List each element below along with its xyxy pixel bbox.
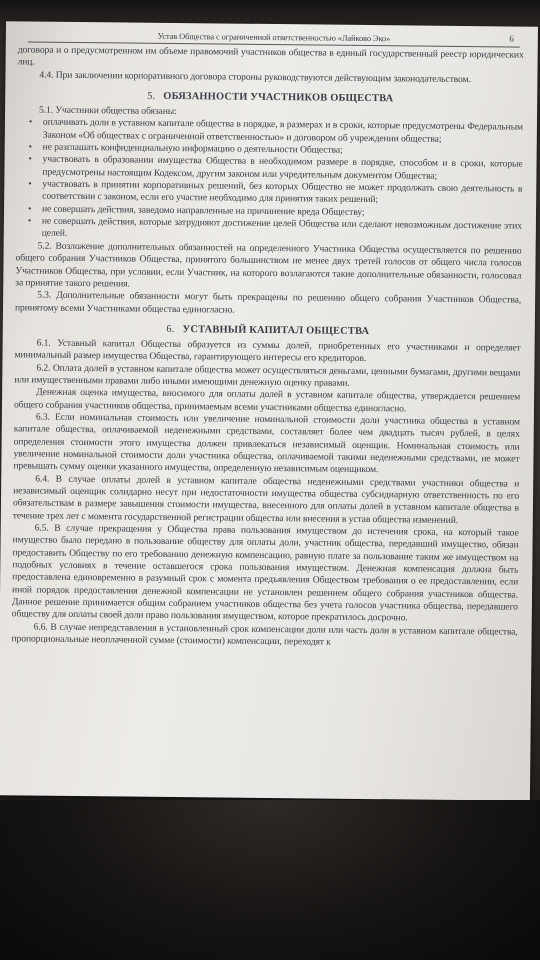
bullet-item: • не совершать действия, которые затрудняют достижение целей Общества или сделают невозможным достижение этих целей. bbox=[16, 215, 522, 245]
section-6-number: 6. bbox=[166, 323, 175, 335]
section-5-number: 5. bbox=[147, 90, 156, 102]
paragraph-6-6: 6.6. В случае непредставления в установленный срок компенсации доли или часть доли в уставном капитале общества, пропорциональные неоплаченной сумме (стоимости) компенсации, переходят к bbox=[11, 621, 518, 648]
paragraph-6-3: 6.3. Если номинальная стоимость или увеличение номинальной стоимости доли участника общества в уставном капитале общества, оплачиваемой неденежными средствами, составляет более чем двадцать тысяч рублей, в целях определения стоимости этого имущества должен привлекаться независимый оценщик. Номинальная стоимость или увеличение номинальной стоимости доли участника общества, оплачиваемой такими неденежными средствами, не может превышать сумму оценки указанного имущества, определенную независимым оценщиком. bbox=[13, 411, 520, 476]
section-6-heading bbox=[15, 321, 521, 339]
paragraph-6-1: 6.1. Уставный капитал Общества образуется из суммы долей, приобретенных его участниками и определяет минимальный размер имущества Общества, гарантирующего интересы его кредиторов. bbox=[14, 337, 521, 365]
intro-paragraph-2: 4.4. При заключении корпоративного договора стороны руководствуются действующим законодательством. bbox=[39, 69, 471, 85]
bullet-item: • не совершать действия, заведомо направленные на причинение вреда Обществу; bbox=[16, 203, 522, 221]
photo-background-bottom bbox=[0, 800, 540, 960]
paragraph-5-3: 5.3. Дополнительные обязанности могут быть прекращены по решению общего собрания Участников Общества, принятому всеми Участниками общества единогласно. bbox=[14, 289, 522, 316]
bullet-item: • не разглашать конфиденциальную информацию о деятельности Общества; bbox=[17, 141, 523, 159]
page-content bbox=[11, 29, 523, 651]
bullet-item: • участвовать в образовании имущества Общества в необходимом размере в порядке, способом и в сроки, которые предусмотрены настоящим Кодексом, другим законом или учредительным документом Общества; bbox=[16, 154, 522, 184]
paragraph-5-2: 5.2. Возложение дополнительных обязанностей на определенного Участника Общества осуществляется по решению общего собрания Участников Общества, принятого большинством не менее двух третей голосов от общего числа голосов Участников Общества, при условии, если Участник, на которого возлагаются такие дополнительные обязанности, голосовал за принятие такого решения. bbox=[15, 240, 522, 290]
section-5-heading bbox=[17, 88, 523, 106]
header-title: Устав Общества с ограниченной ответственностью «Лайково Эко» bbox=[157, 31, 391, 44]
page-number: 6 bbox=[509, 33, 514, 44]
section-6-title: УСТАВНЫЙ КАПИТАЛ ОБЩЕСТВА bbox=[182, 323, 370, 337]
paragraph-6-5: 6.5. В случае прекращения у Общества права пользования имуществом до истечения срока, на который такое имущество было передано в пользование обществу для оплаты доли, участник общества, передавший имущество, обязан предоставить Обществу по его требованию денежную компенсацию, равную плате за пользование таким же имуществом на подобных условиях в течение оставшегося срока пользования имуществом. Денежная компенсация должна быть предоставлена единовременно в разумный срок с момента предъявления Обществом требования о ее предоставлении, если иной порядок предоставления денежной компенсации не установлен решением общего собрания участников общества. Данное решение принимается общим собранием участников общества без учета голосов участника общества, передавшего обществу для оплаты своей доли право пользования имуществом, которое прекратилось досрочно. bbox=[11, 522, 519, 624]
document-page bbox=[0, 21, 538, 801]
bullet-item: • оплачивать доли в уставном капитале общества в порядке, в размерах и в сроки, которые предусмотрены Федеральным Законом «Об обществах с ограниченной ответственностью» и договором об учреждении общества; bbox=[17, 117, 523, 147]
paragraph-6-4: 6.4. В случае оплаты долей в уставном капитале общества неденежными средствами участники общества и независимый оценщик солидарно несут при недостаточности имущества общества субсидиарную ответственность по его обязательствам в размере завышения стоимости имущества, внесенного для оплаты долей в уставном капитале общества в течение трех лет с момента государственной регистрации общества или внесения в устав общества изменений. bbox=[12, 473, 520, 526]
bullet-item: • участвовать в принятии корпоративных решений, без которых Общество не может продолжать свою деятельность в соответствии с законом, если его участие необходимо для принятия таких решений; bbox=[16, 178, 522, 208]
section-5-title: ОБЯЗАННОСТИ УЧАСТНИКОВ ОБЩЕСТВА bbox=[163, 90, 394, 105]
paragraph-6-2: 6.2. Оплата долей в уставном капитале общества может осуществляться деньгами, ценными бумагами, другими вещами или имущественными правами либо иными имеющими денежную оценку правами. bbox=[14, 362, 521, 389]
paragraph-6-2-valuation: Денежная оценка имущества, вносимого для оплаты долей в уставном капитале общества, утверждается решением общего собрания участников общества, принимаемым всеми участниками общества единогласно. bbox=[13, 386, 521, 415]
paragraph-5-1: 5.1. Участники общества обязаны: bbox=[39, 104, 177, 118]
intro-paragraph-1: договора и о предусмотренном им объеме правомочий участников общества в единый государственный реестр юридических лиц. bbox=[17, 44, 524, 68]
